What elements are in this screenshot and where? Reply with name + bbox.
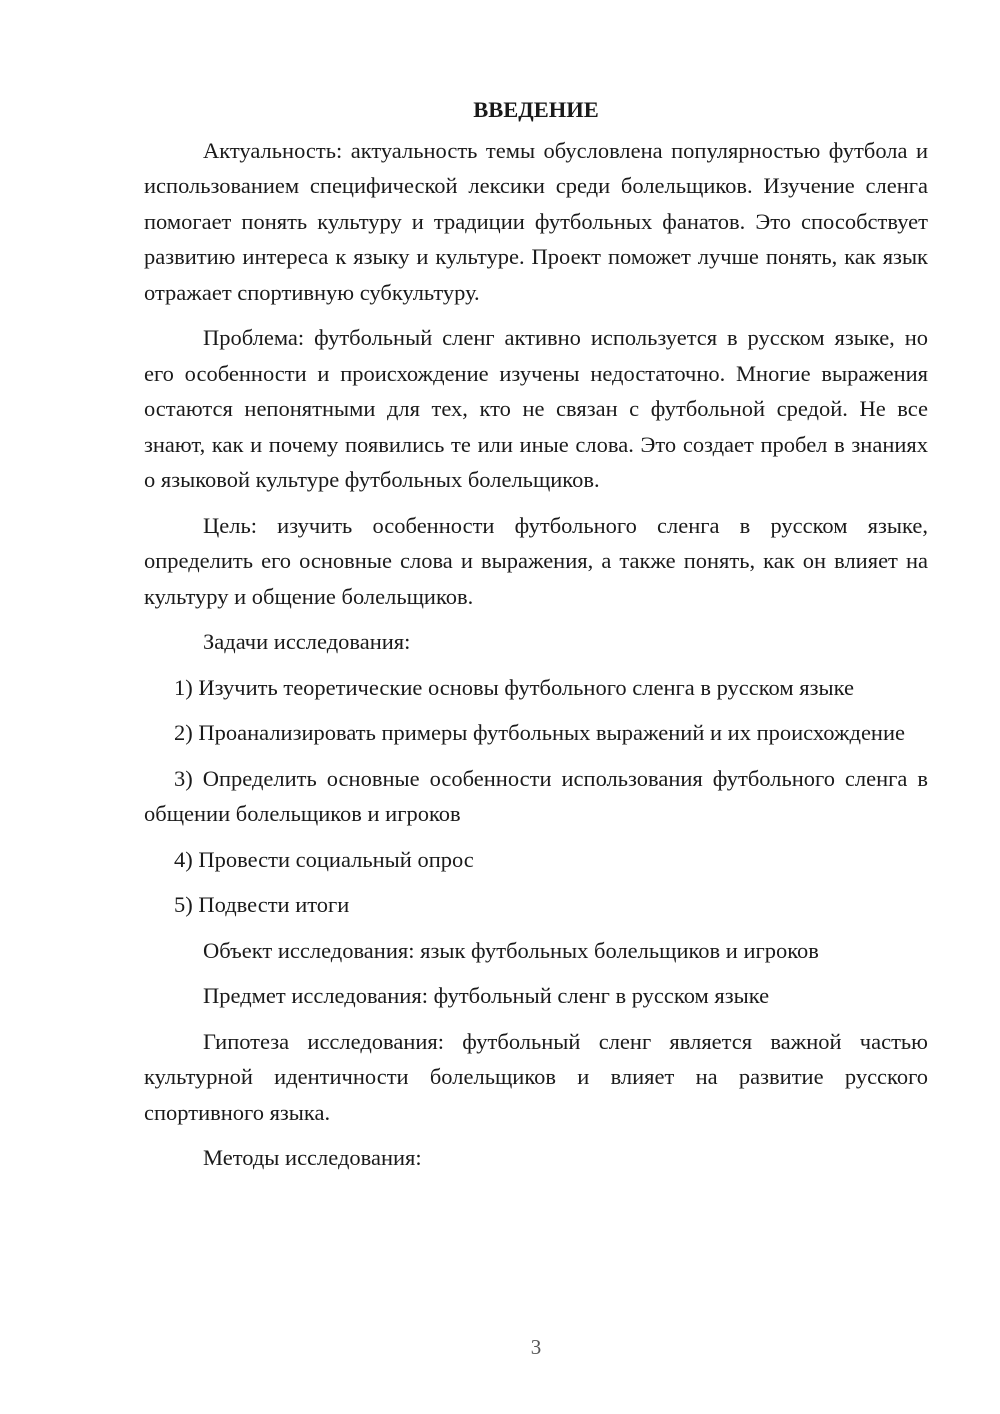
subject-paragraph: Предмет исследования: футбольный сленг в русском языке: [203, 983, 770, 1008]
problem-paragraph: Проблема: футбольный сленг активно используется в русском языке, но его особенности и происхождение изучены недостаточно. Многие выражения остаются непонятными для тех, кто не связан с футбольной средой. Не все знают, как и почему появились те или иные слова. Это создает пробел в знаниях о языковой культуре футбольных болельщиков.: [144, 325, 928, 492]
object-paragraph: Объект исследования: язык футбольных болельщиков и игроков: [203, 937, 819, 963]
tasks-heading: Задачи исследования:: [203, 629, 411, 654]
task-item-3: 3) Определить основные особенности использования футбольного сленга в общении болельщиков и игроков: [144, 765, 928, 826]
goal-paragraph: Цель: изучить особенности футбольного сленга в русском языке, определить его основные слова и выражения, а также понять, как он влияет на культуру и общение болельщиков.: [144, 512, 928, 609]
hypothesis-paragraph: Гипотеза исследования: футбольный сленг является важной частью культурной идентичности болельщиков и влияет на развитие русского спортивного языка.: [144, 1028, 928, 1125]
page-number: 3: [530, 1335, 542, 1359]
task-item-5: 5) Подвести итоги: [174, 892, 350, 917]
task-item-4: 4) Провести социальный опрос: [174, 846, 474, 872]
methods-heading: Методы исследования:: [203, 1145, 422, 1170]
relevance-paragraph: Актуальность: актуальность темы обусловлена популярностью футбола и использованием специфической лексики среди болельщиков. Изучение сленга помогает понять культуру и традиции футбольных фанатов. Это способствует развитию интереса к языку и культуре. Проект поможет лучше понять, как язык отражает спортивную субкультуру.: [144, 137, 928, 305]
page-content: [144, 92, 928, 1186]
task-item-2: 2) Проанализировать примеры футбольных выражений и их происхождение: [174, 720, 905, 745]
page-title: ВВЕДЕНИЕ: [473, 97, 599, 122]
task-item-1: 1) Изучить теоретические основы футбольного сленга в русском языке: [174, 674, 854, 700]
